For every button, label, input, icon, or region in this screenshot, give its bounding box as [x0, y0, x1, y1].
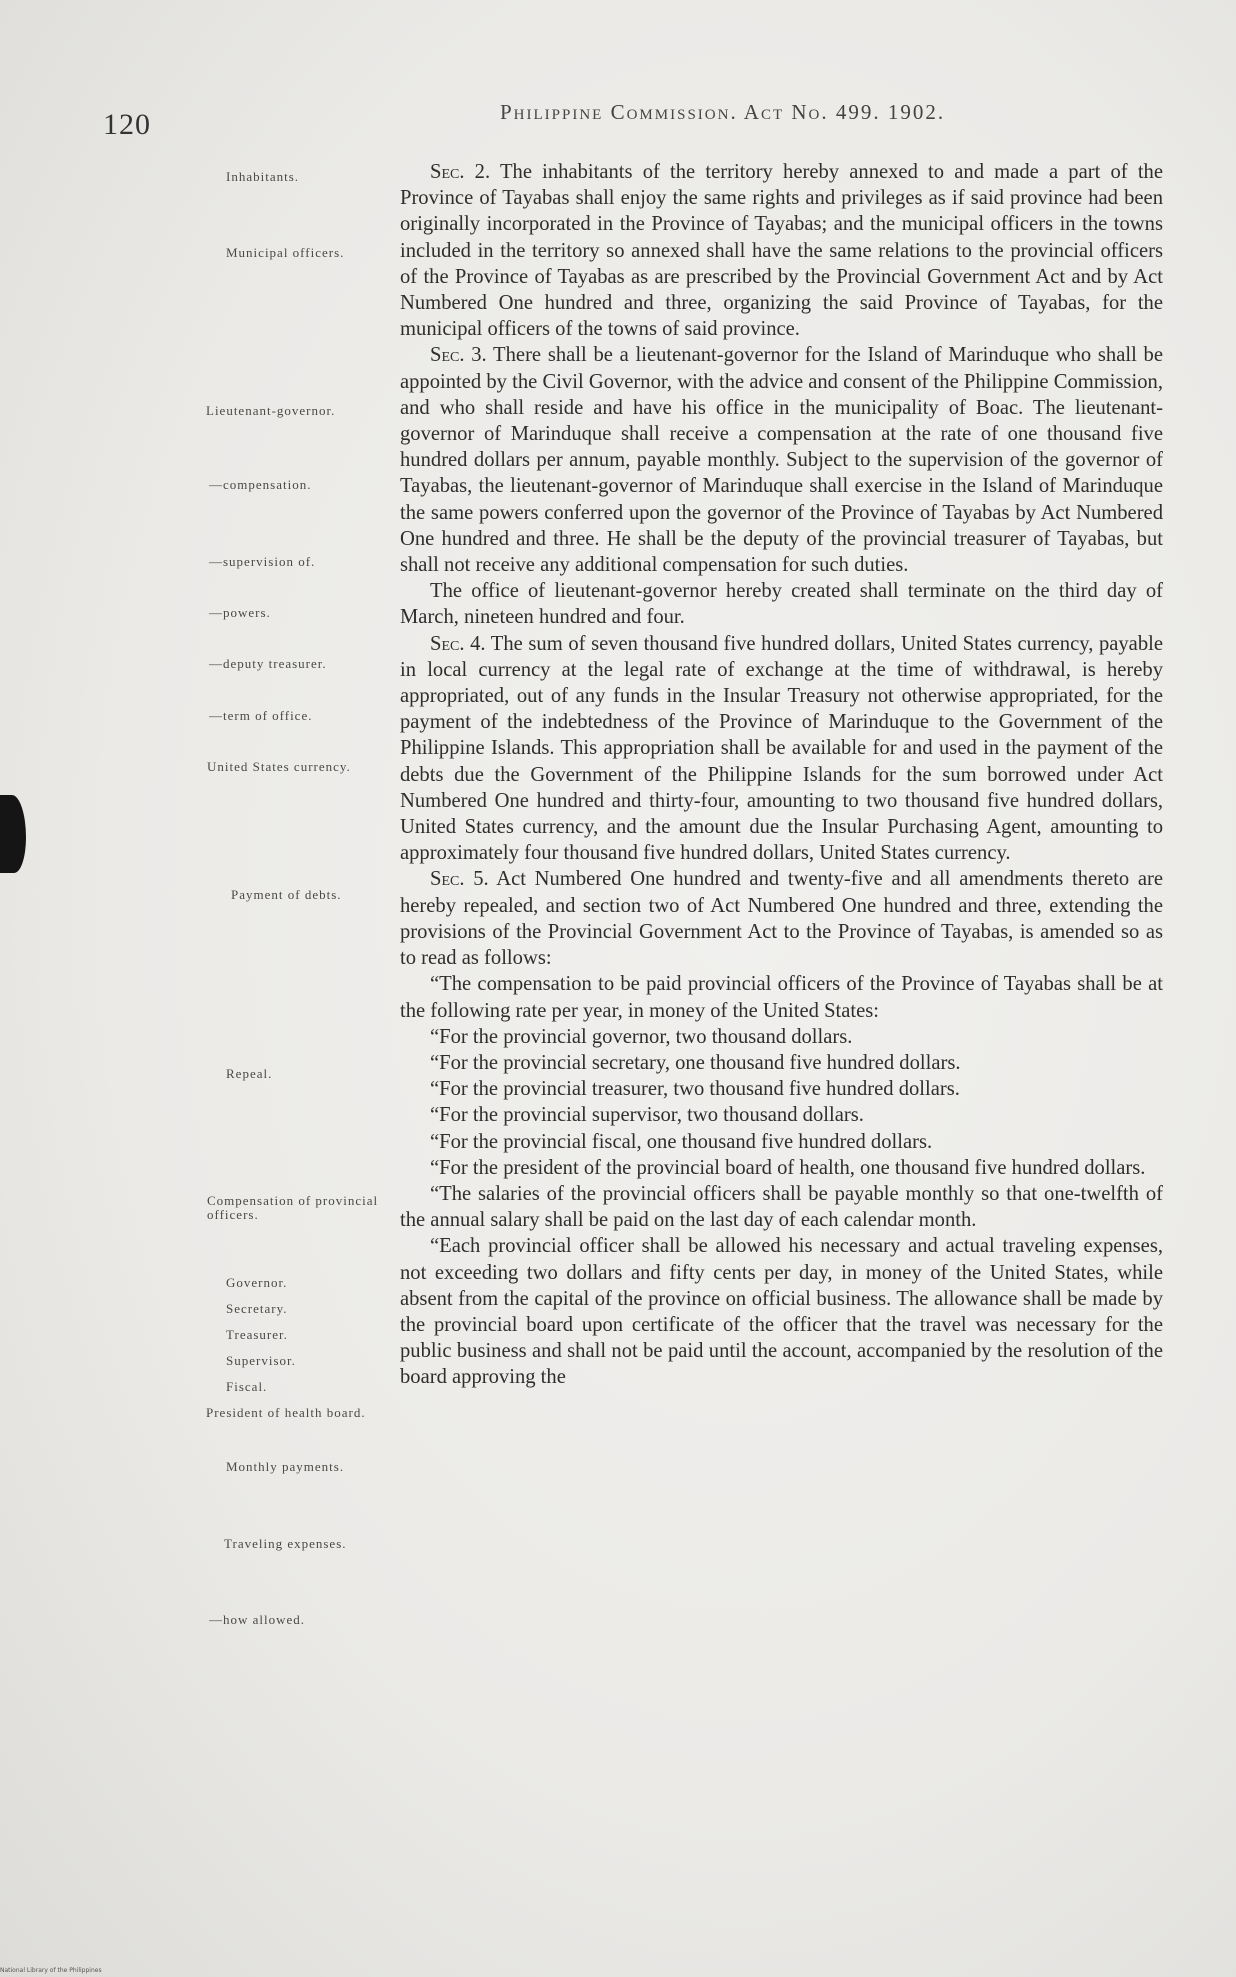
section-lead: Sec. 5.: [430, 868, 489, 891]
margin-note-deputy-treasurer: —deputy treasurer.: [209, 656, 327, 671]
margin-note-inhabitants: Inhabitants.: [226, 169, 300, 184]
margin-note-united-states-currency: United States currency.: [207, 759, 351, 774]
body-text: [400, 159, 1163, 1391]
margin-note-compensation-provincial-officers: Compensation of provincial officers.: [207, 1193, 379, 1222]
scan-ink-blot: [0, 795, 26, 873]
paragraph-sec-4: [400, 631, 1163, 867]
paragraph-supervisor: [400, 1102, 1163, 1128]
section-lead: Sec. 3.: [430, 344, 487, 367]
margin-note-repeal: Repeal.: [226, 1066, 273, 1081]
paragraph-text: “For the provincial treasurer, two thousand five hundred dollars.: [430, 1078, 960, 1101]
margin-note-governor: Governor.: [226, 1275, 288, 1290]
paragraph-text: “For the president of the provincial board of health, one thousand five hundred dollars.: [430, 1156, 1146, 1179]
margin-note-powers: —powers.: [209, 605, 271, 620]
paragraph-sec-5: [400, 866, 1163, 971]
paragraph-treasurer: [400, 1076, 1163, 1102]
paragraph-term: [400, 578, 1163, 630]
paragraph-traveling: [400, 1233, 1163, 1390]
paragraph-text: “For the provincial secretary, one thousand five hundred dollars.: [430, 1051, 961, 1074]
scan-credit: National Library of the Philippines: [0, 1967, 102, 1974]
paragraph-text: There shall be a lieutenant-governor for the Island of Marinduque who shall be appointed by the Civil Governor, with the advice and consent of the Philippine Commission, and who shall reside and have his office in the municipality of Boac. The lieutenant-governor of Marinduque shall receive a compensation at the rate of one thousand five hundred dollars per annum, payable monthly. Subject to the supervision of the governor of Tayabas, the lieutenant-governor of Marinduque shall exercise in the Island of Marinduque the same powers conferred upon the governor of the Province of Tayabas by Act Numbered One hundred and three. He shall be the deputy of the provincial treasurer of Tayabas, but shall not receive any additional compensation for such duties.: [400, 344, 1163, 577]
section-lead: Sec. 2.: [430, 161, 491, 183]
paragraph-fiscal: [400, 1129, 1163, 1155]
margin-note-president-health-board: President of health board.: [206, 1405, 366, 1420]
paragraph-sec-2: [400, 159, 1163, 342]
margin-note-how-allowed: —how allowed.: [209, 1612, 306, 1627]
margin-note-monthly-payments: Monthly payments.: [226, 1459, 345, 1474]
margin-note-traveling-expenses: Traveling expenses.: [224, 1536, 347, 1551]
margin-note-treasurer: Treasurer.: [226, 1327, 288, 1342]
paragraph-text: The sum of seven thousand five hundred dollars, United States currency, payable in local currency at the legal rate of exchange at the time of withdrawal, is hereby appropriated, out of any funds in the Insular Treasury not otherwise appropriated, for the payment of the indebtedness of the Province of Marinduque to the Government of the Philippine Islands. This appropriation shall be available for and used in the payment of the debts due the Government of the Philippine Islands for the sum borrowed under Act Numbered One hundred and thirty-four, amounting to two thousand five hundred dollars, United States currency, and the amount due the Insular Purchasing Agent, amounting to approximately four thousand five hundred dollars, United States currency.: [400, 632, 1163, 865]
paragraph-text: “Each provincial officer shall be allowed his necessary and actual traveling expenses, not exceeding two dollars and fifty cents per day, in money of the United States, while absent from the capital of the province on official business. The allowance shall be made by the provincial board upon certificate of the officer that the travel was necessary for the public business and shall not be paid until the account, accompanied by the resolution of the board approving the: [400, 1235, 1163, 1389]
margin-note-municipal-officers: Municipal officers.: [226, 245, 345, 260]
margin-note-payment-of-debts: Payment of debts.: [231, 887, 342, 902]
paragraph-governor: [400, 1024, 1163, 1050]
paragraph-text: “The compensation to be paid provincial officers of the Province of Tayabas shall be at the following rate per year, in money of the United States:: [400, 973, 1163, 1022]
paragraph-text: “For the provincial fiscal, one thousand five hundred dollars.: [430, 1130, 933, 1153]
paragraph-text: The office of lieutenant-governor hereby created shall terminate on the third day of March, nineteen hundred and four.: [400, 580, 1163, 629]
page-number: 120: [103, 108, 151, 141]
paragraph-text: “For the provincial supervisor, two thousand dollars.: [430, 1104, 864, 1127]
paragraph-sec-3: [400, 342, 1163, 578]
paragraph-text: “For the provincial governor, two thousand dollars.: [430, 1025, 853, 1048]
paragraph-compensation: [400, 971, 1163, 1023]
margin-note-term-of-office: —term of office.: [209, 708, 313, 723]
margin-note-compensation: —compensation.: [209, 477, 312, 492]
margin-note-fiscal: Fiscal.: [226, 1379, 268, 1394]
margin-note-supervisor: Supervisor.: [226, 1353, 296, 1368]
paragraph-health-board: [400, 1155, 1163, 1181]
margin-note-lieutenant-governor: Lieutenant-governor.: [206, 403, 336, 418]
margin-note-secretary: Secretary.: [226, 1301, 288, 1316]
margin-note-supervision: —supervision of.: [209, 554, 316, 569]
paragraph-text: “The salaries of the provincial officers shall be payable monthly so that one-twelfth of the annual salary shall be paid on the last day of each calendar month.: [400, 1182, 1163, 1232]
paragraph-text: The inhabitants of the territory hereby annexed to and made a part of the Province of Tayabas shall enjoy the same rights and privileges as if said province had been originally incorporated in the Province of Tayabas; and the municipal officers in the towns included in the territory so annexed shall have the same relations to the provincial officers of the Province of Tayabas as are prescribed by the Provincial Government Act and by Act Numbered One hundred and three, organizing the said Province of Tayabas, for the municipal officers of the towns of said province.: [400, 161, 1163, 341]
running-head: Philippine Commission. Act No. 499. 1902.: [500, 100, 946, 124]
section-lead: Sec. 4.: [430, 632, 486, 655]
paragraph-monthly: [400, 1181, 1163, 1233]
paragraph-secretary: [400, 1050, 1163, 1076]
paragraph-text: Act Numbered One hundred and twenty-five and all amendments thereto are hereby repealed, and section two of Act Numbered One hundred and three, extending the provisions of the Provincial Government Act to the Province of Tayabas, is amended so as to read as follows:: [400, 868, 1163, 970]
